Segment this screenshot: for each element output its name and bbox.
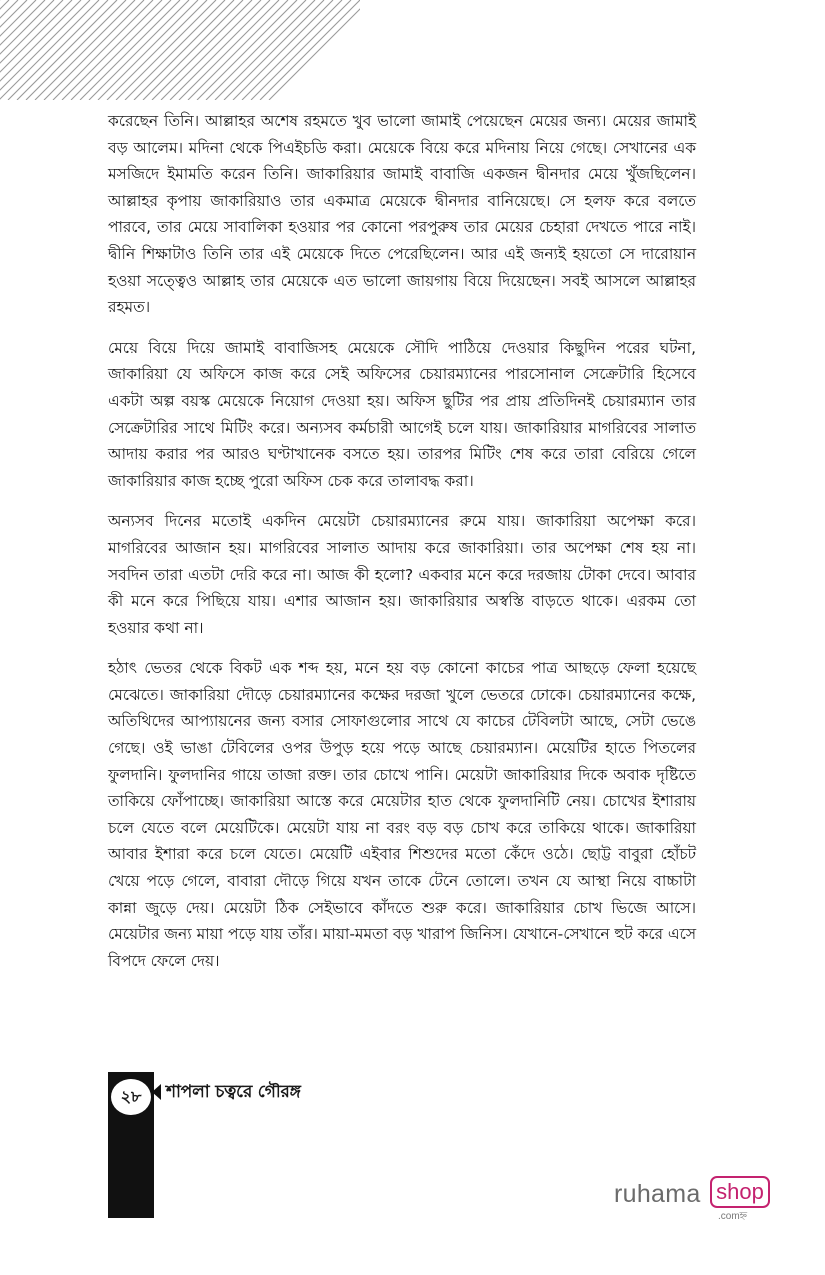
left-arrow-icon (152, 1084, 161, 1100)
hatch-line (251, 0, 351, 100)
hatch-line (233, 0, 333, 100)
hatch-line (44, 0, 144, 100)
hatch-line (0, 0, 18, 100)
hatch-line (71, 0, 171, 100)
logo-com-text: .comহ্ন (718, 1211, 748, 1222)
hatch-line (0, 0, 72, 100)
hatch-line (179, 0, 279, 100)
hatch-line (152, 0, 252, 100)
logo-ruhama-text: ruhama (614, 1180, 701, 1208)
hatch-line (143, 0, 243, 100)
hatch-line (197, 0, 297, 100)
hatch-line (98, 0, 198, 100)
paragraph-2: মেয়ে বিয়ে দিয়ে জামাই বাবাজিসহ মেয়েকে সৌদি পাঠিয়ে দেওয়ার কিছুদিন পরের ঘটনা, জাকারিয়া যে অফিসে কাজ করে সেই অফিসের চেয়ারম্যানের পারসোনাল সেক্রেটারি হিসেবে একটা অল্প বয়স্ক মেয়েকে নিয়োগ দেওয়া হয়। অফিস ছুটির পর প্রায় প্রতিদিনই চেয়ারম্যান তার সেক্রেটারির সাথে মিটিং করে। অন্যসব কর্মচারী আগেই চলে যায়। জাকারিয়ার মাগরিবের সালাত আদায় করার পর আরও ঘণ্টাখানেক বসতে হয়। তারপর মিটিং শেষ করে তারা বেরিয়ে গেলে জাকারিয়ার কাজ হচ্ছে পুরো অফিস চেক করে তালাবদ্ধ করা। (108, 338, 696, 490)
hatch-line (242, 0, 342, 100)
hatch-line (26, 0, 126, 100)
hatch-line (80, 0, 180, 100)
hatch-line (224, 0, 324, 100)
paragraph-3: অন্যসব দিনের মতোই একদিন মেয়েটা চেয়ারম্যানের রুমে যায়। জাকারিয়া অপেক্ষা করে। মাগরিবের আজান হয়। মাগরিবের সালাত আদায় করে জাকারিয়া। তার অপেক্ষা শেষ হয় না। সবদিন তারা এতটা দেরি করে না। আজ কী হলো? একবার মনে করে দরজায় টোকা দেবে। আবার কী মনে করে পিছিয়ে যায়। এশার আজান হয়। জাকারিয়ার অস্বস্তি বাড়তে থাকে। এরকম তো হওয়ার কথা না। (108, 512, 696, 637)
paragraph-4: হঠাৎ ভেতর থেকে বিকট এক শব্দ হয়, মনে হয় বড় কোনো কাচের পাত্র আছড়ে ফেলা হয়েছে মেঝেতে। জাকারিয়া দৌড়ে চেয়ারম্যানের কক্ষের দরজা খুলে ভেতরে ঢোকে। চেয়ারম্যানের কক্ষে, অতিথিদের আপ্যায়নের জন্য বসার সোফাগুলোর সাথে যে কাচের টেবিলটা আছে, সেটা ভেঙে গেছে। ওই ভাঙা টেবিলের ওপর উপুড় হয়ে পড়ে আছে চেয়ারম্যান। মেয়েটির হাতে পিতলের ফুলদানি। ফুলদানির গায়ে তাজা রক্ত। তার চোখে পানি। মেয়েটা জাকারিয়ার দিকে অবাক দৃষ্টিতে তাকিয়ে ফোঁপাচ্ছে। জাকারিয়া আস্তে করে মেয়েটার হাত থেকে ফুলদানিটি নেয়। চোখের ইশারায় চলে যেতে বলে মেয়েটিকে। মেয়েটা যায় না বরং বড় বড় চোখ করে তাকিয়ে থাকে। জাকারিয়া আবার ইশারা করে চলে যেতে। মেয়েটি এইবার শিশুদের মতো কেঁদে ওঠে। ছোট্ট বাবুরা হোঁচট খেয়ে পড়ে গেলে, বাবারা দৌড়ে গিয়ে যখন তাকে টেনে তোলে। তখন যে আস্থা নিয়ে বাচ্চাটা কান্না জুড়ে দেয়। মেয়েটা ঠিক সেইভাবে কাঁদতে শুরু করে। জাকারিয়ার চোখ ভিজে আসে। মেয়েটার জন্য মায়া পড়ে যায় তাঁর। মায়া-মমতা বড় খারাপ জিনিস। যেখানে-সেখানে হুট করে এসে বিপদে ফেলে দেয়। (108, 659, 696, 970)
hatch-line (260, 0, 360, 100)
hatch-line (0, 0, 54, 100)
hatch-line (62, 0, 162, 100)
hatch-line (215, 0, 315, 100)
hatch-line (107, 0, 207, 100)
hatch-line (89, 0, 189, 100)
corner-hatch-decoration (0, 0, 360, 100)
book-title: শাপলা চত্বরে গৌরঙ্গ (166, 1082, 301, 1102)
hatch-line (206, 0, 306, 100)
hatch-line (188, 0, 288, 100)
page-body (108, 108, 696, 988)
page-number: ২৮ (108, 1076, 154, 1118)
paragraph-1: করেছেন তিনি। আল্লাহর অশেষ রহমতে খুব ভালো জামাই পেয়েছেন মেয়ের জন্য। মেয়ের জামাই বড় আলেম। মদিনা থেকে পিএইচডি করা। মেয়েকে বিয়ে করে মদিনায় নিয়ে গেছে। সেখানের এক মসজিদে ইমামতি করেন তিনি। জাকারিয়ার জামাই বাবাজি একজন দ্বীনদার মেয়ে খুঁজছিলেন। আল্লাহর কৃপায় জাকারিয়াও তার একমাত্র মেয়েকে দ্বীনদার বানিয়েছে। সে হলফ করে বলতে পারবে, তার মেয়ে সাবালিকা হওয়ার পর কোনো পরপুরুষ তার মেয়ের চেহারা দেখতে পারে নাই। দ্বীনি শিক্ষাটাও তিনি তার এই মেয়েকে দিতে পেরেছিলেন। আর এই জন্যই হয়তো সে দারোয়ান হওয়া সত্ত্বেও আল্লাহ তার মেয়েকে এত ভালো জায়গায় বিয়ে দিয়েছেন। সবই আসলে আল্লাহর রহমত। (108, 112, 696, 317)
hatch-line (17, 0, 117, 100)
hatch-line (134, 0, 234, 100)
hatch-line (53, 0, 153, 100)
hatch-line (8, 0, 108, 100)
hatch-line (170, 0, 270, 100)
hatch-line (35, 0, 135, 100)
ruhamashop-logo (614, 1176, 778, 1224)
logo-shop-badge: shop (710, 1176, 770, 1208)
hatch-line (116, 0, 216, 100)
hatch-line (125, 0, 225, 100)
hatch-line (161, 0, 261, 100)
